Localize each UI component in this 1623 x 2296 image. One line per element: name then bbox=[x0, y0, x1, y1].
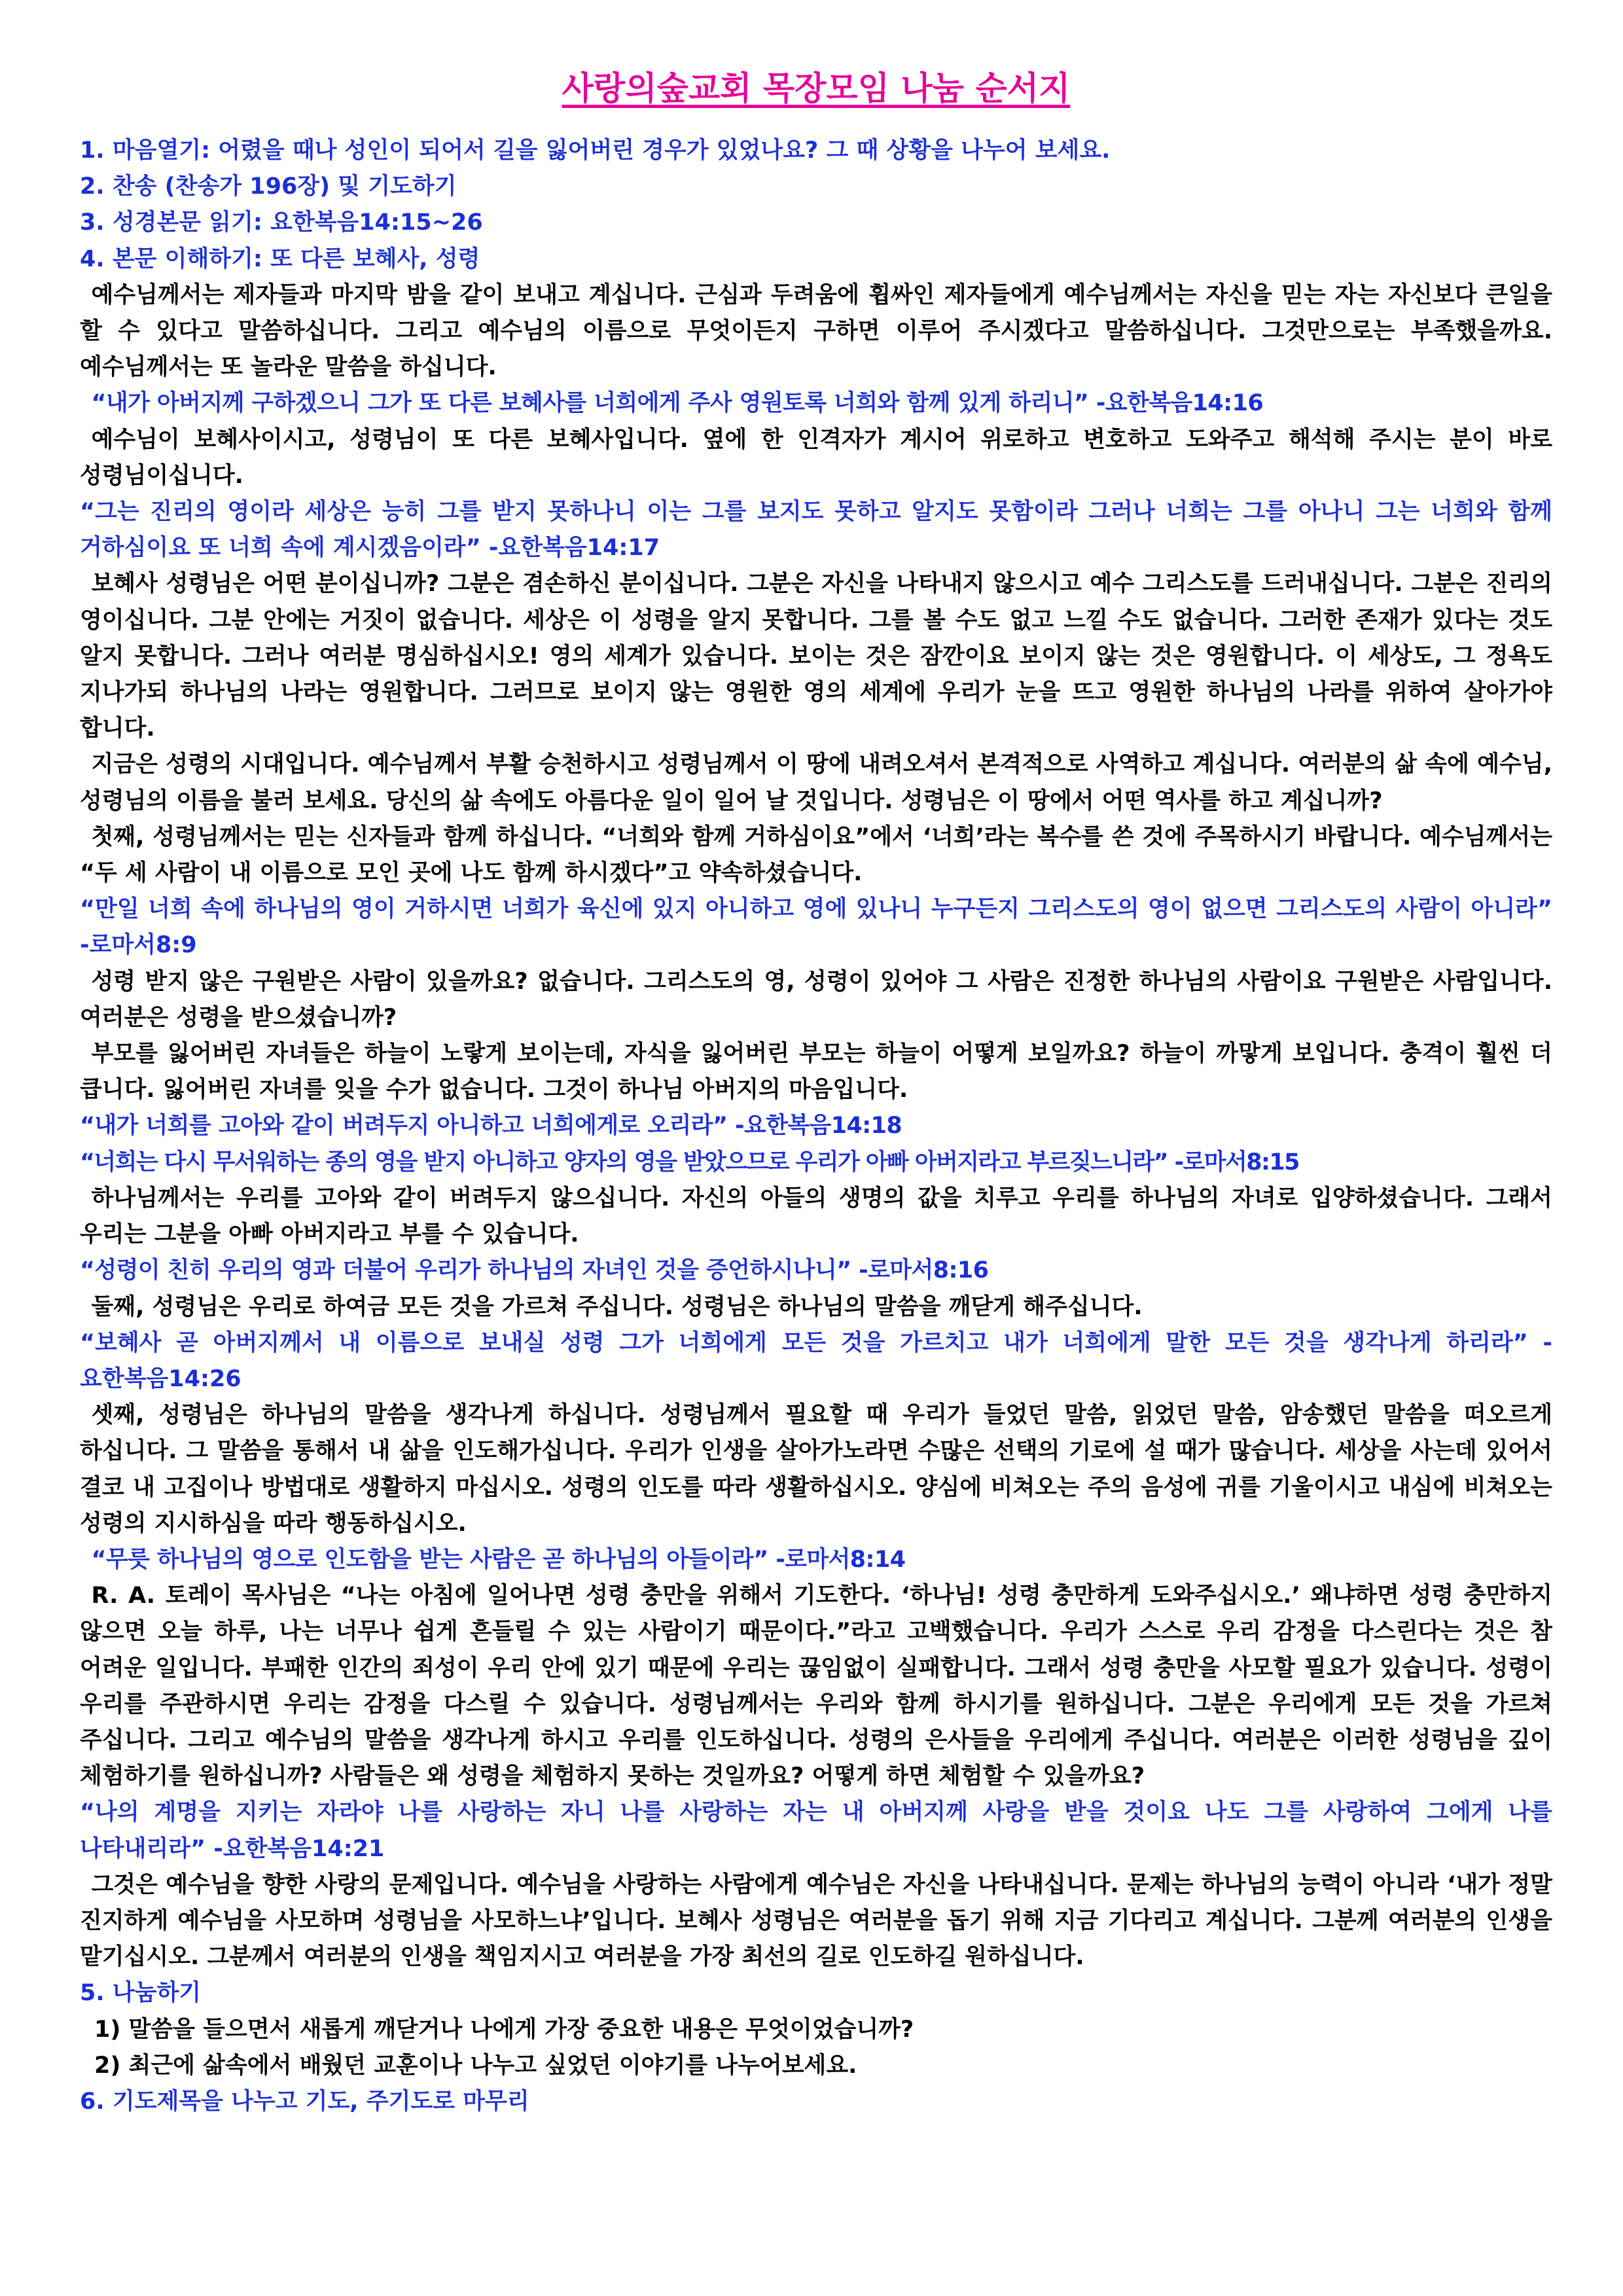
scripture-quote: “내가 너희를 고아와 같이 버려두지 아니하고 너희에게로 오리라” -요한복음14:18 bbox=[80, 1113, 902, 1139]
section-heading-scripture: 3. 성경본문 읽기: 요한복음14:15~26 bbox=[80, 209, 483, 236]
body-paragraph: 부모를 잃어버린 자녀들은 하늘이 노랗게 보이는데, 자식을 잃어버린 부모는 하늘이 어떻게 보일까요? 하늘이 까맣게 보입니다. 충격이 훨씬 더 큽니다. 잃어버린 자녀를 잊을 수가 없습니다. 그것이 하나님 아버지의 마음입니다. bbox=[80, 1041, 1552, 1103]
section-heading-prayer: 6. 기도제목을 나누고 기도, 주기도로 마무리 bbox=[80, 2088, 529, 2115]
scripture-quote: “만일 너희 속에 하나님의 영이 거하시면 너희가 육신에 있지 아니하고 영에 있나니 누구든지 그리스도의 영이 없으면 그리스도의 사람이 아니라” -로마서8:9 bbox=[80, 896, 1552, 959]
scripture-quote: “내가 아버지께 구하겠으니 그가 또 다른 보혜사를 너희에게 주사 영원토록 너희와 함께 있게 하리니” -요한복음14:16 bbox=[91, 390, 1264, 417]
body-paragraph: 지금은 성령의 시대입니다. 예수님께서 부활 승천하시고 성령님께서 이 땅에 내려오셔서 본격적으로 사역하고 계십니다. 여러분의 삶 속에 예수님, 성령님의 이름을 불러 보세요. 당신의 삶 속에도 아름다운 일이 일어 날 것입니다. 성령님은 이 땅에서 어떤 역사를 하고 계십니까? bbox=[80, 751, 1552, 814]
body-paragraph: 하나님께서는 우리를 고아와 같이 버려두지 않으십니다. 자신의 아들의 생명의 값을 치루고 우리를 하나님의 자녀로 입양하셨습니다. 그래서 우리는 그분을 아빠 아버지라고 부를 수 있습니다. bbox=[80, 1185, 1552, 1248]
body-paragraph: 예수님께서는 제자들과 마지막 밤을 같이 보내고 계십니다. 근심과 두려움에 휩싸인 제자들에게 예수님께서는 자신을 믿는 자는 자신보다 큰일을 할 수 있다고 말씀하십니다. 그리고 예수님의 이름으로 무엇이든지 구하면 이루어 주시겠다고 말씀하십니다. 그것만으로는 부족했을까요. 예수님께서는 또 놀라운 말씀을 하십니다. bbox=[80, 281, 1552, 381]
section-heading-sharing: 5. 나눔하기 bbox=[80, 1980, 202, 2007]
sharing-question: 2) 최근에 삶속에서 배웠던 교훈이나 나누고 싶었던 이야기를 나누어보세요. bbox=[94, 2052, 857, 2079]
scripture-quote: “성령이 친히 우리의 영과 더불어 우리가 하나님의 자녀인 것을 증언하시나니” -로마서8:16 bbox=[80, 1257, 989, 1284]
sharing-question: 1) 말씀을 들으면서 새롭게 깨닫거나 나에게 가장 중요한 내용은 무엇이었습니까? bbox=[94, 2016, 914, 2043]
scripture-quote: “무릇 하나님의 영으로 인도함을 받는 사람은 곧 하나님의 아들이라” -로마서8:14 bbox=[91, 1546, 906, 1573]
body-paragraph: 예수님이 보혜사이시고, 성령님이 또 다른 보혜사입니다. 옆에 한 인격자가 계시어 위로하고 변호하고 도와주고 해석해 주시는 분이 바로 성령님이십니다. bbox=[80, 426, 1552, 489]
body-paragraph: 셋째, 성령님은 하나님의 말씀을 생각나게 하십니다. 성령님께서 필요할 때 우리가 들었던 말씀, 읽었던 말씀, 암송했던 말씀을 떠오르게 하십니다. 그 말씀을 통해서 내 삶을 인도해가십니다. 우리가 인생을 살아가노라면 수많은 선택의 기로에 설 때가 많습니다. 세상을 사는데 있어서 결코 내 고집이나 방법대로 생활하지 마십시오. 성령의 인도를 따라 생활하십시오. 양심에 비쳐오는 주의 음성에 귀를 기울이시고 내심에 비쳐오는 성령의 지시하심을 따라 행동하십시오. bbox=[80, 1402, 1552, 1537]
section-heading-understanding: 4. 본문 이해하기: 또 다른 보혜사, 성령 bbox=[80, 245, 480, 272]
body-paragraph: 둘째, 성령님은 우리로 하여금 모든 것을 가르쳐 주십니다. 성령님은 하나님의 말씀을 깨닫게 해주십니다. bbox=[91, 1293, 1143, 1320]
page-title: 사랑의숲교회 목장모임 나눔 순서지 bbox=[562, 69, 1071, 107]
body-paragraph: 성령 받지 않은 구원받은 사람이 있을까요? 없습니다. 그리스도의 영, 성령이 있어야 그 사람은 진정한 하나님의 사람이요 구원받은 사람입니다. 여러분은 성령을 받으셨습니까? bbox=[80, 968, 1552, 1031]
scripture-quote: “너희는 다시 무서워하는 종의 영을 받지 아니하고 양자의 영을 받았으므로 우리가 아빠 아버지라고 부르짖느니라” -로마서8:15 bbox=[80, 1149, 1299, 1175]
body-paragraph: 첫째, 성령님께서는 믿는 신자들과 함께 하십니다. “너희와 함께 거하심이요”에서 ‘너희’라는 복수를 쓴 것에 주목하시기 바랍니다. 예수님께서는 “두 세 사람이 내 이름으로 모인 곳에 나도 함께 하시겠다”고 약속하셨습니다. bbox=[80, 823, 1552, 887]
body-paragraph: 그것은 예수님을 향한 사랑의 문제입니다. 예수님을 사랑하는 사람에게 예수님은 자신을 나타내십니다. 문제는 하나님의 능력이 아니라 ‘내가 정말 진지하게 예수님을 사모하며 성령님을 사모하느냐’입니다. 보혜사 성령님은 여러분을 돕기 위해 지금 기다리고 계십니다. 그분께 여러분의 인생을 맡기십시오. 그분께서 여러분의 인생을 책임지시고 여러분을 가장 최선의 길로 인도하길 원하십니다. bbox=[80, 1871, 1552, 1971]
scripture-quote: “보혜사 곧 아버지께서 내 이름으로 보내실 성령 그가 너희에게 모든 것을 가르치고 내가 너희에게 말한 모든 것을 생각나게 하리라” -요한복음14:26 bbox=[80, 1329, 1552, 1392]
scripture-quote: “그는 진리의 영이라 세상은 능히 그를 받지 못하나니 이는 그를 보지도 못하고 알지도 못함이라 그러나 너희는 그를 아나니 그는 너희와 함께 거하심이요 또 너희 속에 계시겠음이라” -요한복음14:17 bbox=[80, 499, 1552, 562]
section-heading-hymn: 2. 찬송 (찬송가 196장) 및 기도하기 bbox=[80, 173, 457, 200]
section-heading-icebreaker: 1. 마음열기: 어렸을 때나 성인이 되어서 길을 잃어버린 경우가 있었나요? 그 때 상황을 나누어 보세요. bbox=[80, 137, 1111, 164]
body-paragraph: R. A. 토레이 목사님은 “나는 아침에 일어나면 성령 충만을 위해서 기도한다. ‘하나님! 성령 충만하게 도와주십시오.’ 왜냐하면 성령 충만하지 않으면 오늘 하루, 나는 너무나 쉽게 흔들릴 수 있는 사람이기 때문이다.”라고 고백했습니다. 우리가 스스로 우리 감정을 다스린다는 것은 참 어려운 일입니다. 부패한 인간의 죄성이 우리 안에 있기 때문에 우리는 끊임없이 실패합니다. 그래서 성령 충만을 사모할 필요가 있습니다. 성령이 우리를 주관하시면 우리는 감정을 다스릴 수 있습니다. 성령님께서는 우리와 함께 하시기를 원하십니다. 그분은 우리에게 모든 것을 가르쳐 주십니다. 그리고 예수님의 말씀을 생각나게 하시고 우리를 인도하십니다. 성령의 은사들을 우리에게 주십니다. 여러분은 이러한 성령님을 깊이 체험하기를 원하십니까? 사람들은 왜 성령을 체험하지 못하는 것일까요? 어떻게 하면 체험할 수 있을까요? bbox=[80, 1583, 1552, 1790]
body-paragraph: 보혜사 성령님은 어떤 분이십니까? 그분은 겸손하신 분이십니다. 그분은 자신을 나타내지 않으시고 예수 그리스도를 드러내십니다. 그분은 진리의 영이십니다. 그분 안에는 거짓이 없습니다. 세상은 이 성령을 알지 못합니다. 그를 볼 수도 없고 느낄 수도 없습니다. 그러한 존재가 있다는 것도 알지 못합니다. 그러나 여러분 명심하십시오! 영의 세계가 있습니다. 보이는 것은 잠깐이요 보이지 않는 것은 영원합니다. 이 세상도, 그 정욕도 지나가되 하나님의 나라는 영원합니다. 그러므로 보이지 않는 영원한 영의 세계에 우리가 눈을 뜨고 영원한 하나님의 나라를 위하여 살아가야 합니다. bbox=[80, 571, 1552, 742]
scripture-quote: “나의 계명을 지키는 자라야 나를 사랑하는 자니 나를 사랑하는 자는 내 아버지께 사랑을 받을 것이요 나도 그를 사랑하여 그에게 나를 나타내리라” -요한복음14:21 bbox=[80, 1799, 1552, 1862]
